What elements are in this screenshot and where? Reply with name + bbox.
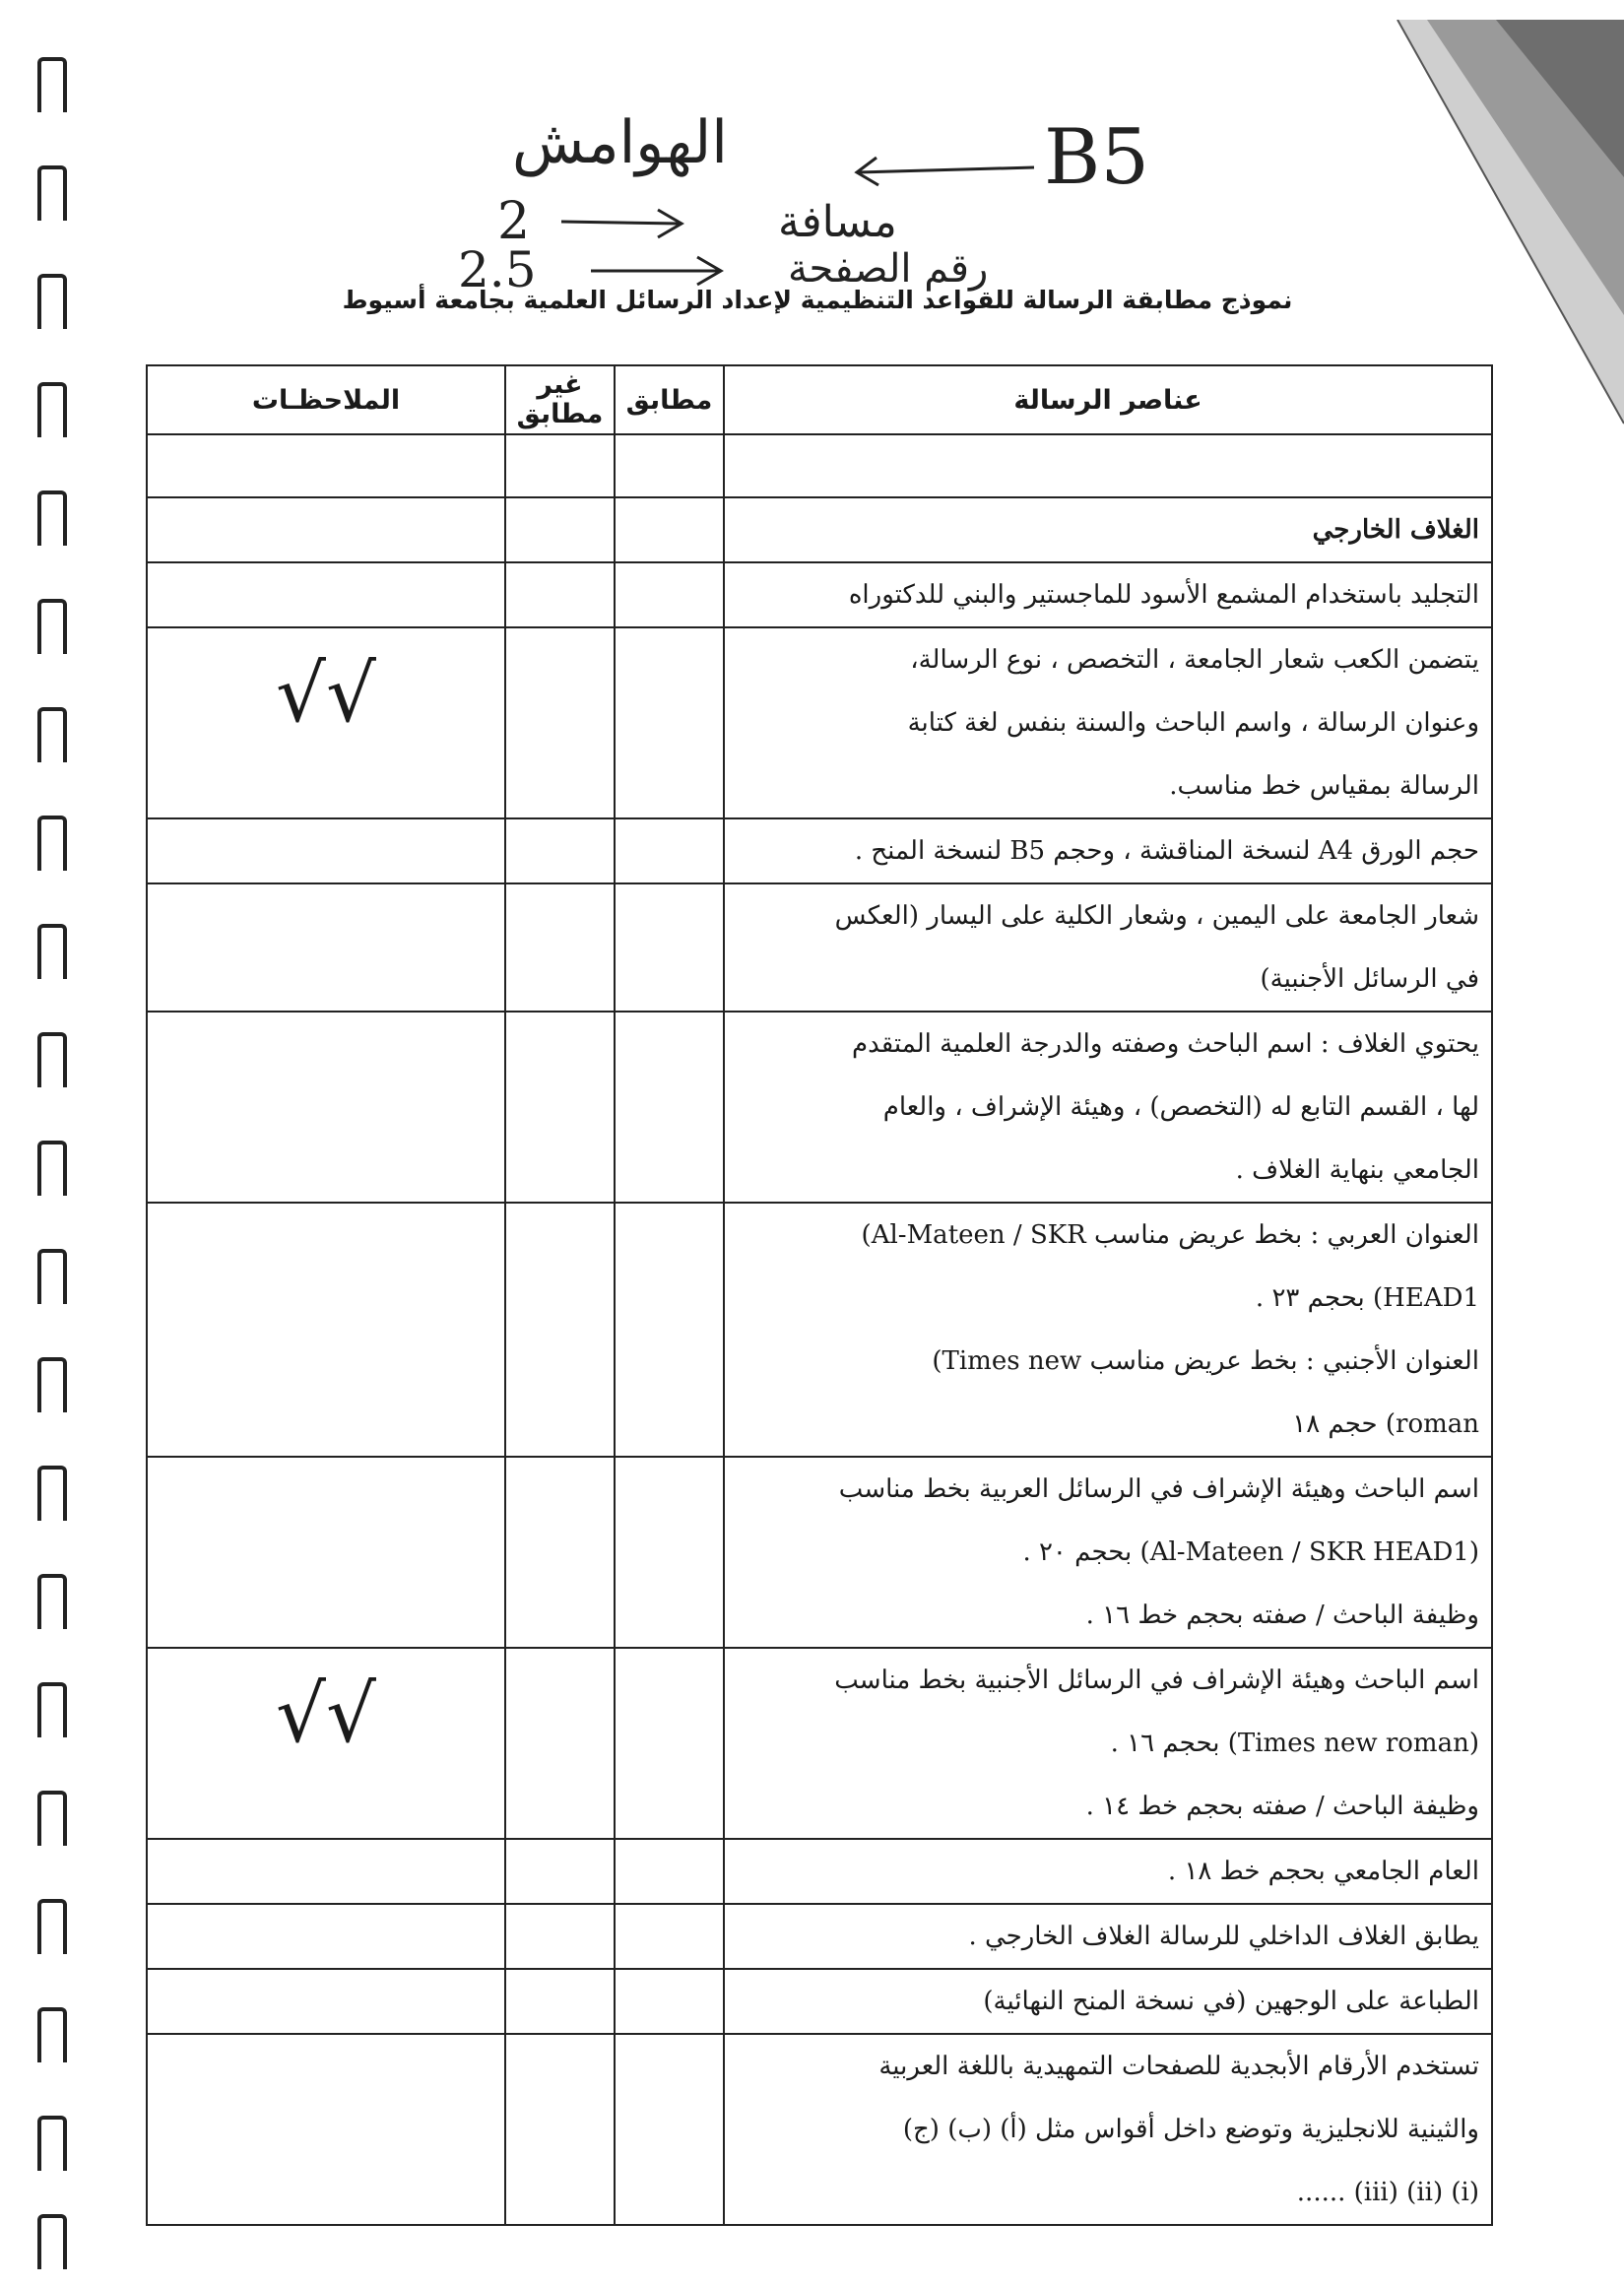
notes-cell[interactable] <box>147 1012 505 1203</box>
no-match-cell[interactable] <box>505 2034 615 2225</box>
handwritten-arrow-2 <box>552 202 699 241</box>
row-8-line-2: (Times new roman) بحجم ١٦ . <box>1110 1729 1479 1758</box>
handwritten-number-2: 2 <box>497 192 531 251</box>
match-cell[interactable] <box>615 1969 724 2034</box>
match-cell[interactable] <box>615 1648 724 1839</box>
row-12-line-2: والثينية للانجليزية وتوضع داخل أقواس مثل (أ) (ب) (ج) <box>902 2115 1479 2144</box>
no-match-cell[interactable] <box>505 1904 615 1969</box>
match-cell[interactable] <box>615 883 724 1012</box>
row-5-line-3: الجامعي بنهاية الغلاف . <box>1235 1155 1479 1185</box>
row-7-line-2: (Al-Mateen / SKR HEAD1) بحجم ٢٠ . <box>1022 1537 1479 1567</box>
row-9-line-1: العام الجامعي بحجم خط ١٨ . <box>1167 1857 1479 1886</box>
table-header-row <box>147 365 1492 434</box>
handwritten-check-mark: √√ <box>276 648 376 740</box>
match-cell[interactable] <box>615 818 724 883</box>
no-match-cell[interactable] <box>505 1969 615 2034</box>
match-cell[interactable] <box>615 562 724 627</box>
header-no-match-line2: مطابق <box>516 399 604 429</box>
handwritten-b5: B5 <box>1044 113 1149 202</box>
notes-cell[interactable] <box>147 1904 505 1969</box>
table-row <box>147 1648 1492 1839</box>
row-4-line-1: شعار الجامعة على اليمين ، وشعار الكلية على اليسار (العكس <box>834 901 1479 931</box>
row-7-line-1: اسم الباحث وهيئة الإشراف في الرسائل العربية بخط مناسب <box>838 1474 1479 1504</box>
row-6-line-4: roman) حجم ١٨ <box>1292 1409 1479 1439</box>
notes-cell[interactable] <box>147 818 505 883</box>
notes-cell[interactable] <box>147 2034 505 2225</box>
handwritten-margins-note: الهوامش <box>512 108 728 177</box>
row-2-line-3: الرسالة بمقياس خط مناسب. <box>1169 771 1479 801</box>
no-match-cell[interactable] <box>505 1839 615 1904</box>
row-1-line-1: التجليد باستخدام المشمع الأسود للماجستير والبني للدكتوراه <box>848 580 1479 610</box>
handwritten-check-mark: √√ <box>276 1668 376 1760</box>
notes-cell[interactable] <box>147 883 505 1012</box>
table-row <box>147 627 1492 818</box>
match-cell[interactable] <box>615 497 724 562</box>
row-4-line-2: في الرسائل الأجنبية) <box>1260 964 1479 994</box>
table-row <box>147 1012 1492 1203</box>
compliance-table <box>146 364 1493 2226</box>
row-3-line-1: حجم الورق A4 لنسخة المناقشة ، وحجم B5 لنسخة المنح . <box>854 836 1479 866</box>
notes-cell[interactable] <box>147 1839 505 1904</box>
handwritten-arrow-1 <box>847 148 1044 187</box>
table-row <box>147 1969 1492 2034</box>
row-8-line-3: وظيفة الباحث / صفته بحجم خط ١٤ . <box>1085 1792 1479 1821</box>
header-no-match-line1: غير <box>537 369 583 400</box>
section-row <box>147 497 1492 562</box>
no-match-cell[interactable] <box>505 1012 615 1203</box>
notes-cell[interactable] <box>147 1969 505 2034</box>
table-row <box>147 2034 1492 2225</box>
blank-row <box>147 434 1492 497</box>
header-elements: عناصر الرسالة <box>724 365 1492 434</box>
row-11-line-1: الطباعة على الوجهين (في نسخة المنح النهائية) <box>983 1987 1479 2016</box>
notes-cell[interactable] <box>147 1648 505 1839</box>
no-match-cell[interactable] <box>505 818 615 883</box>
no-match-cell[interactable] <box>505 1203 615 1457</box>
table-row <box>147 1203 1492 1457</box>
notes-cell[interactable] <box>147 1203 505 1457</box>
match-cell[interactable] <box>615 1012 724 1203</box>
row-10-line-1: يطابق الغلاف الداخلي للرسالة الغلاف الخارجي . <box>968 1922 1479 1951</box>
no-match-cell[interactable] <box>505 1457 615 1648</box>
notes-cell[interactable] <box>147 497 505 562</box>
row-6-line-3: العنوان الأجنبي : بخط عريض مناسب Times new) <box>932 1346 1479 1376</box>
handwritten-page-number-note: رقم الصفحة <box>788 246 989 292</box>
match-cell[interactable] <box>615 2034 724 2225</box>
no-match-cell[interactable] <box>505 883 615 1012</box>
match-cell[interactable] <box>615 1457 724 1648</box>
header-no-match <box>505 365 615 434</box>
handwritten-spacing-note: مسافة <box>778 197 897 247</box>
notes-cell[interactable] <box>147 627 505 818</box>
handwritten-number-2-5: 2.5 <box>458 241 537 298</box>
row-6-line-1: العنوان العربي : بخط عريض مناسب Al-Mateen / SKR) <box>861 1220 1479 1250</box>
row-6-line-2: HEAD1) بحجم ٢٣ . <box>1255 1283 1479 1313</box>
row-2-line-2: وعنوان الرسالة ، واسم الباحث والسنة بنفس لغة كتابة <box>907 708 1479 738</box>
header-notes: الملاحظـات <box>147 365 505 434</box>
header-match: مطابق <box>615 365 724 434</box>
row-5-line-2: لها ، القسم التابع له (التخصص) ، وهيئة الإشراف ، والعام <box>882 1092 1479 1122</box>
section-outer-cover: الغلاف الخارجي <box>1312 515 1479 545</box>
spiral-binding <box>37 49 77 2265</box>
form-title: نموذج مطابقة الرسالة للقواعد التنظيمية لإعداد الرسائل العلمية بجامعة أسيوط <box>342 286 1293 314</box>
match-cell[interactable] <box>615 627 724 818</box>
match-cell[interactable] <box>615 1904 724 1969</box>
row-12-line-1: تستخدم الأرقام الأبجدية للصفحات التمهيدية باللغة العربية <box>878 2052 1479 2081</box>
notes-cell[interactable] <box>147 1457 505 1648</box>
row-7-line-3: وظيفة الباحث / صفته بحجم خط ١٦ . <box>1085 1601 1479 1630</box>
match-cell[interactable] <box>615 1839 724 1904</box>
no-match-cell[interactable] <box>505 497 615 562</box>
no-match-cell[interactable] <box>505 1648 615 1839</box>
table-row <box>147 562 1492 627</box>
row-2-line-1: يتضمن الكعب شعار الجامعة ، التخصص ، نوع الرسالة، <box>910 645 1479 675</box>
no-match-cell[interactable] <box>505 627 615 818</box>
row-8-line-1: اسم الباحث وهيئة الإشراف في الرسائل الأجنبية بخط مناسب <box>834 1666 1479 1695</box>
table-row <box>147 1839 1492 1904</box>
match-cell[interactable] <box>615 1203 724 1457</box>
table-row <box>147 1904 1492 1969</box>
table-row <box>147 818 1492 883</box>
no-match-cell[interactable] <box>505 562 615 627</box>
row-5-line-1: يحتوي الغلاف : اسم الباحث وصفته والدرجة العلمية المتقدم <box>851 1029 1479 1059</box>
table-row <box>147 883 1492 1012</box>
row-12-line-3: (i) (ii) (iii) ...... <box>1296 2178 1479 2207</box>
table-row <box>147 1457 1492 1648</box>
handwritten-arrow-3 <box>581 251 739 291</box>
notes-cell[interactable] <box>147 562 505 627</box>
